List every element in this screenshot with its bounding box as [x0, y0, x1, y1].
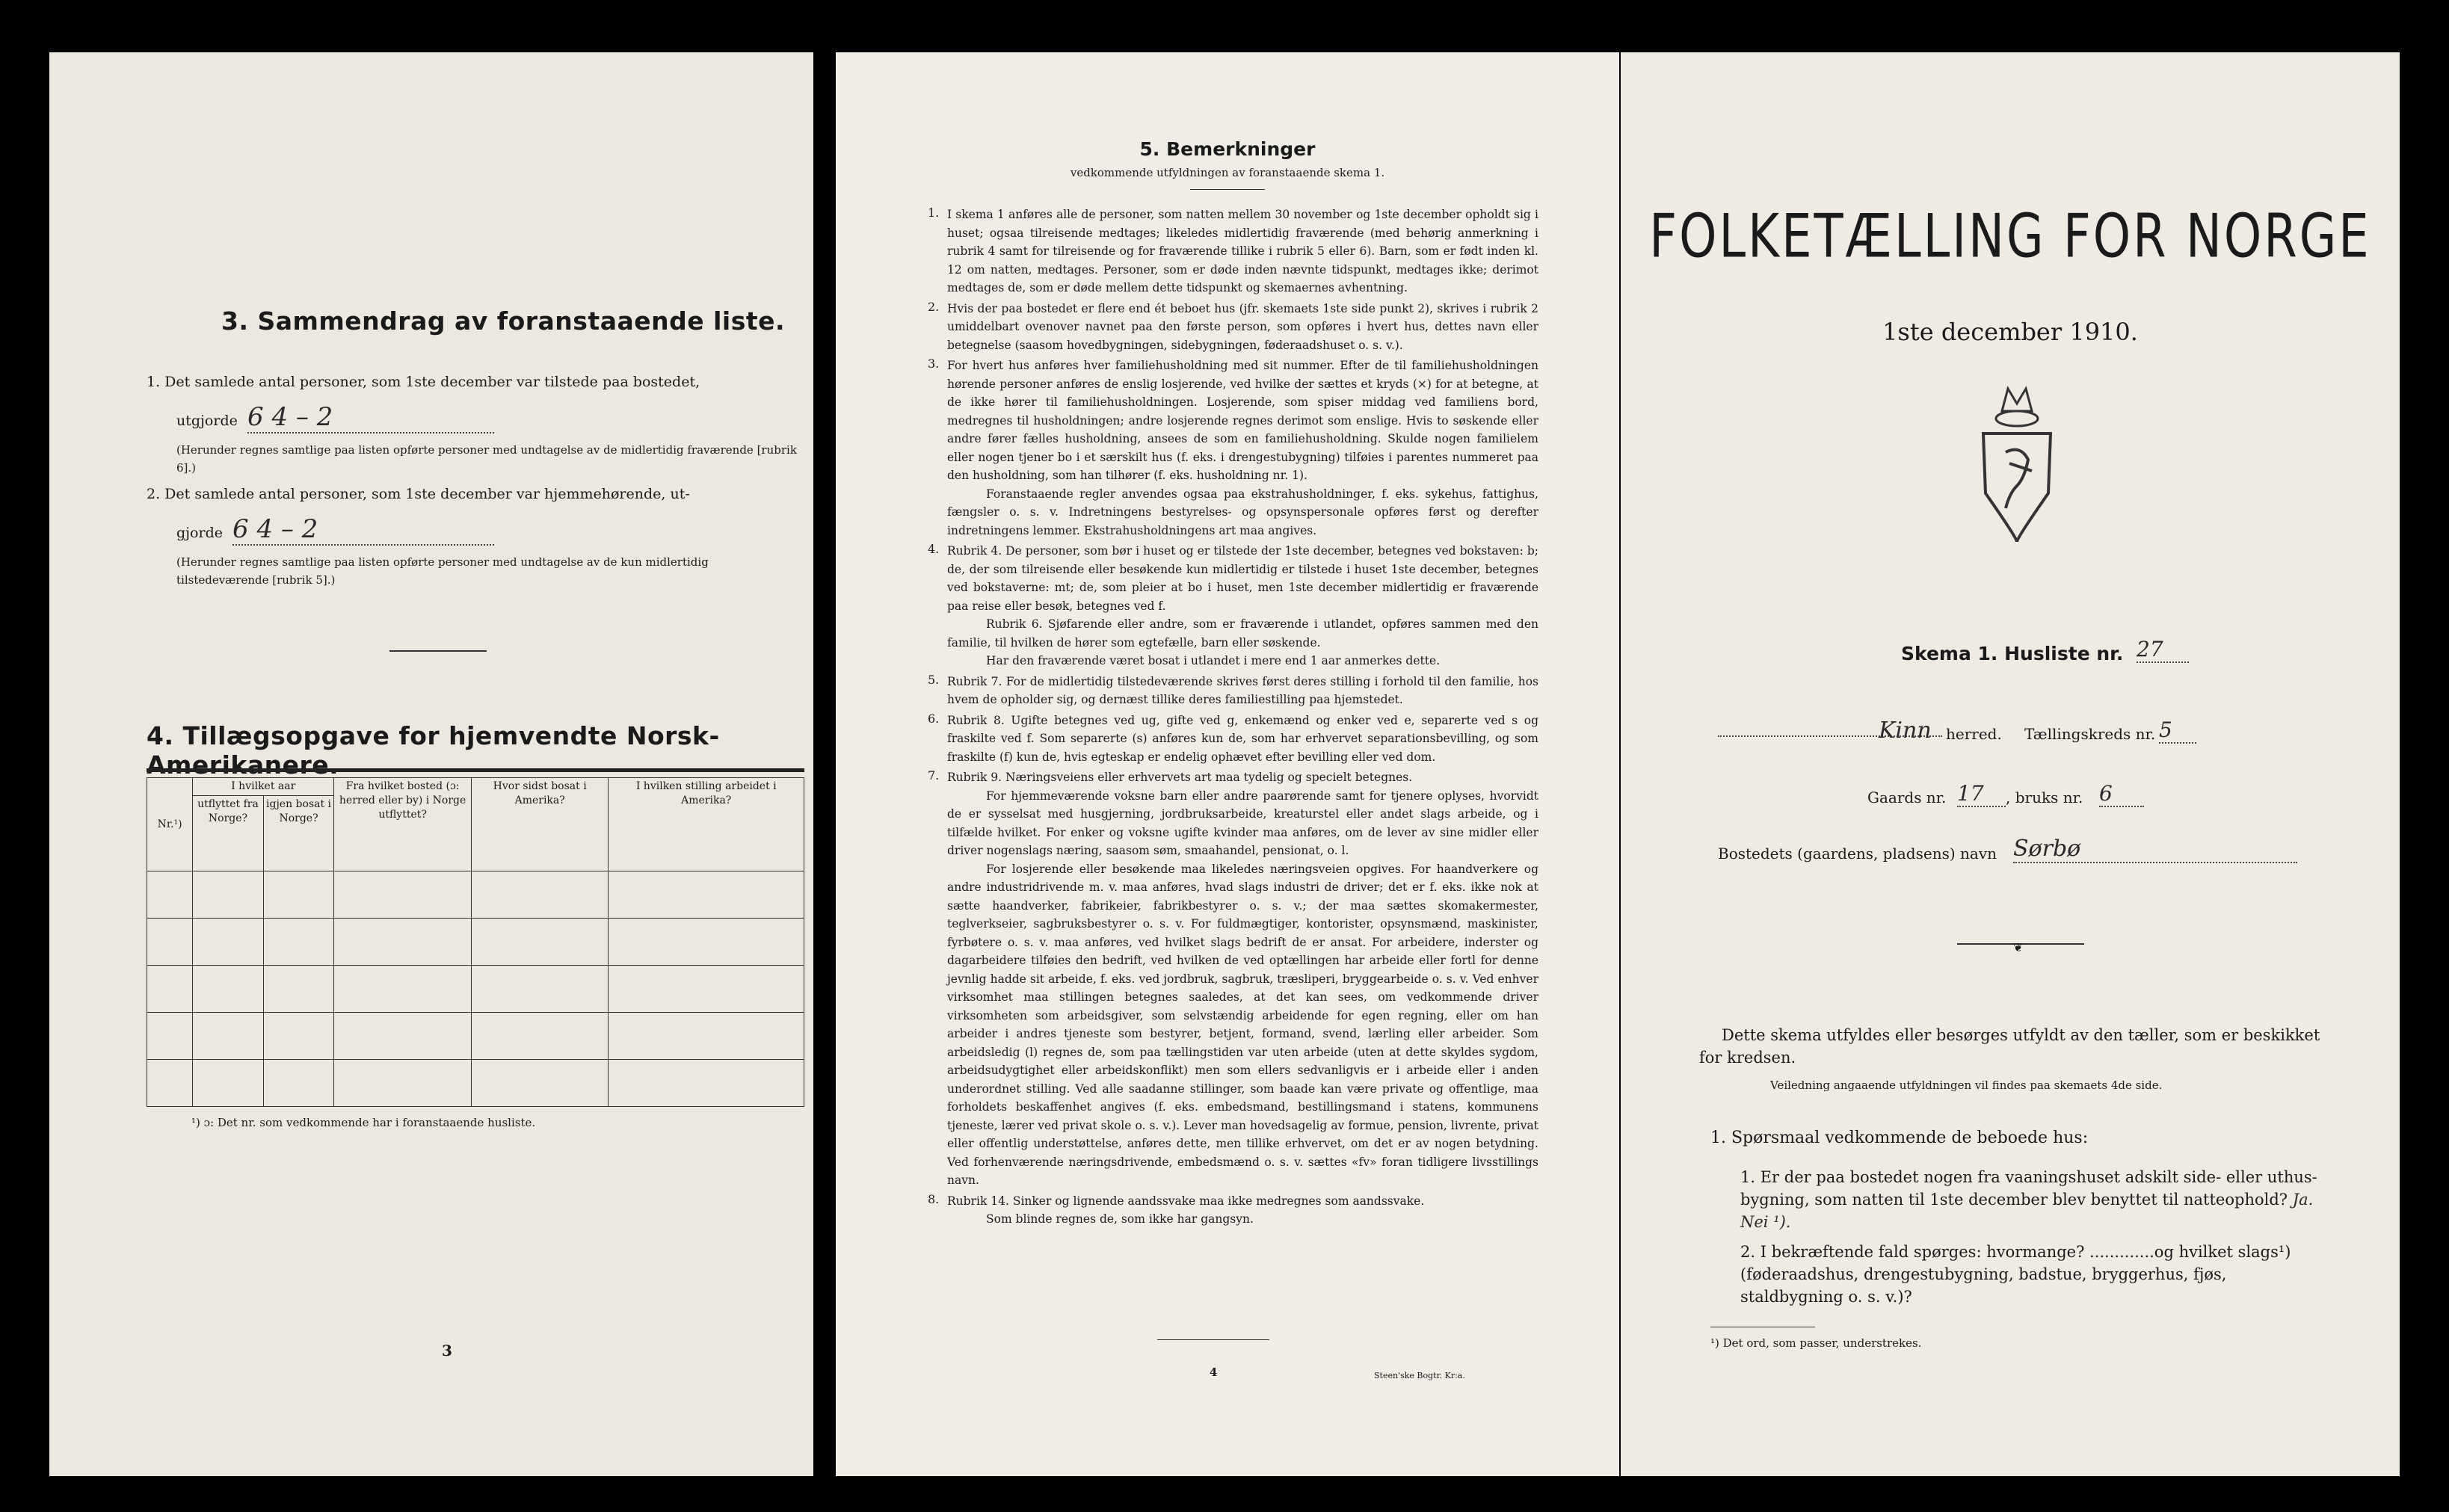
page-right: [1621, 52, 2400, 1476]
item-1-text: 1. Det samlede antal personer, som 1ste december var tilstede paa bostedet,: [147, 374, 700, 390]
gaards-value: 17: [1957, 781, 2006, 807]
remark-3: 3. For hvert hus anføres hver familiehusholdning med sit nummer. Efter de til familiehusholdningen hørende personer anføres de enslig losjerende, ved hvilke der sættes et kryds (×) for at betegne, at de ikke hører til familiehusholdningen. Losjerende, som spiser middag ved familiens bord, medregnes til husholdningen; andre losjerende regnes derimot som enslige. Hvis to søskende eller andre fører fælles husholdning, ansees de som en familiehusholdning. Skulde nogen familielem eller nogen tjener bo i et særskilt hus (f. eks. i drengestubygning) tilføies i parentes nummeret paa den husholdning, som han tilhører (f. eks. husholdning nr. 1). Foranstaaende regler anvendes ogsaa paa ekstrahusholdninger, f. eks. sykehus, fattighus, fængsler o. s. v. Indretningens bestyrelses- og opsynspersonale opføres først og derefter indretningens lemmer. Ekstrahusholdningens art maa angives.: [928, 357, 1538, 537]
item-2-value: 6 4 – 2: [232, 514, 494, 546]
section-4-title: 4. Tillægsopgave for hjemvendte Norsk-Amerikanere.: [147, 721, 720, 780]
kreds-value: 5: [2159, 718, 2196, 744]
page-number: 4: [1210, 1366, 1218, 1379]
census-date: 1ste december 1910.: [1882, 318, 2138, 346]
question-1: 1. Er der paa bostedet nogen fra vaaningshuset adskilt side- eller uthus-bygning, som natten til 1ste december blev benyttet til natteophold? Ja. Nei ¹).: [1740, 1168, 2317, 1231]
kreds-label: Tællingskreds nr.: [2024, 725, 2156, 743]
norsk-amerikanere-table: [147, 777, 804, 1107]
col-group-year: I hvilket aar: [193, 778, 334, 796]
table-row: [147, 1013, 804, 1060]
table-row: [147, 1060, 804, 1107]
item-2-note: (Herunder regnes samtlige paa listen opførte personer med undtagelse av de kun midlertidig tilstedeværende [rubrik 5].): [176, 555, 709, 587]
printer-mark: Steen'ske Bogtr. Kr:a.: [1374, 1371, 1465, 1380]
item-2-text: 2. Det samlede antal personer, som 1ste december var hjemmehørende, ut-: [147, 486, 690, 502]
bruks-value: 6: [2099, 781, 2144, 807]
table-row: [147, 966, 804, 1013]
husliste-nr: 27: [2137, 637, 2189, 663]
bruks-label: , bruks nr.: [2006, 789, 2083, 806]
remark-5: 5. Rubrik 7. For de midlertidig tilstedeværende skrives først deres stilling i forhold til den familie, hos hvem de opholder sig, og dernæst tillike deres familiestilling paa hjemstedet.: [928, 672, 1538, 706]
col-igjen: igjen bosat i Norge?: [263, 796, 334, 871]
intro-text: Dette skema utfyldes eller besørges utfyldt av den tæller, som er beskikket for kredsen.: [1699, 1026, 2320, 1067]
separator-line: [389, 650, 487, 652]
item-2-prefix: gjorde: [176, 525, 223, 541]
question-section-title: 1. Spørsmaal vedkommende de beboede hus:: [1710, 1129, 2089, 1147]
table-top-rule: [147, 768, 804, 772]
col-utflyttet: utflyttet fra Norge?: [193, 796, 264, 871]
item-1-prefix: utgjorde: [176, 413, 238, 429]
remark-1: 1. I skema 1 anføres alle de personer, som natten mellem 30 november og 1ste december opholdt sig i huset; ogsaa tilreisende medtages; likeledes midlertidig fraværende (med behørig anmerkning i rubrik 4 samt for tilreisende og for fraværende tillike i rubrik 5 eller 6). Barn, som er født inden kl. 12 om natten, medtages. Personer, som er døde inden nævnte tidspunkt, medtages ikke; derimot medtages de, som er døde mellem dette tidspunkt og skemaernes avhentning.: [928, 206, 1538, 294]
table-footnote: ¹) ɔ: Det nr. som vedkommende har i foranstaaende husliste.: [191, 1116, 536, 1129]
table-row: [147, 919, 804, 966]
remark-8: 8. Rubrik 14. Sinker og lignende aandssvake maa ikke medregnes som aandssvake. Som blinde regnes de, som ikke har gangsyn.: [928, 1191, 1425, 1226]
veiledning-text: Veiledning angaaende utfyldningen vil findes paa skemaets 4de side.: [1770, 1079, 2163, 1092]
table-row: [147, 871, 804, 919]
page-left: [49, 52, 813, 1476]
remark-6: 6. Rubrik 8. Ugifte betegnes ved ug, gifte ved g, enkemænd og enker ved e, separerte ved s og fraskilte ved f. Som separerte (s) anføres kun de, som har erhvervet separationsbevilling, og som fraskilte (f) kun de, hvis egteskap er endelig ophævet efter bevilling eller ved dom.: [928, 711, 1538, 764]
remark-2: 2. Hvis der paa bostedet er flere end ét beboet hus (jfr. skemaets 1ste side punkt 2), skrives i rubrik 2 umiddelbart ovenover navnet paa den første person, som opføres i hvert hus, dettes navn eller betegnelse (saasom hovedbygningen, sidebygningen, føderaadshuset o. s. v.).: [928, 299, 1538, 352]
bosted-value: Sørbø: [2013, 836, 2297, 863]
remark-7: 7. Rubrik 9. Næringsveiens eller erhvervets art maa tydelig og specielt betegnes. For hjemmeværende voksne barn eller andre paarørende samt for tjenere oplyses, hvorvidt de er sysselsat med husgjerning, jordbruksarbeide, kreaturstel eller andet slags arbeide, og i tilfælde hvilket. For enker og voksne ugifte kvinder maa anføres, om de lever av sine midler eller driver nogenslags næring, saasom søm, smaahandel, pensionat, o. l. For losjerende eller besøkende maa likeledes næringsveien opgives. For haandverkere og andre industridrivende m. v. maa anføres, hvad slags industri de driver; det er f. eks. ikke nok at sætte haandverker, fabrikeier, fabrikbestyrer o. s. v.; der maa sættes skomakermester, teglverkseier, sagbruksbestyrer o. s. v. For fuldmægtiger, kontorister, opsynsmænd, maskinister, fyrbøtere o. s. v. maa anføres, ved hvilket slags bedrift de er ansat. For arbeidere, inderster og dagarbeidere tilføies den bedrift, ved hvilken de ved optællingen har arbeide eller fortl for denne jevnlig hadde sit arbeide, f. eks. ved jordbruk, sagbruk, træsliperi, bryggearbeide o. s. v. Ved enhver virksomhet maa stillingen betegnes saaledes, at det kan sees, om vedkommende driver virksomheten som arbeidsgiver, som selvstændig arbeidende for egen regning, eller om han arbeider i andres tjeneste som bestyrer, betjent, formand, svend, lærling eller arbeider. Som arbeidsledig (l) regnes de, som paa tællingstiden var uten arbeide (uten at dette skyldes sygdom, arbeidsudygtighet eller arbeidskonflikt) men som ellers sedvanligvis er i arbeide eller i anden underordnet stilling. Ved alle saadanne stillinger, som baade kan være private og offentlige, maa forholdets beskaffenhet angives (f. eks. embedsmand, bestillingsmand i statens, kommunens tjeneste, lærer ved privat skole o. s. v.). Lever man hovedsagelig av formue, pension, livrente, privat eller offentlig understøttelse, anføres dette, men tillike erhvervet, om det er av nogen betydning. Ved forhenværende næringsdrivende, embedsmænd o. s. v. sættes «fv» foran tidligere livsstillings navn.: [928, 768, 1538, 1187]
remarks-title: 5. Bemerkninger: [1139, 138, 1316, 160]
col-nr: Nr.¹): [147, 778, 193, 871]
col-fra: Fra hvilket bosted (ɔ: herred eller by) i Norge utflyttet?: [334, 778, 472, 871]
item-1-note: (Herunder regnes samtlige paa listen opførte personer med undtagelse av de midlertidig fraværende [rubrik 6].): [176, 443, 797, 475]
ornament-icon: ❦: [2013, 940, 2024, 954]
col-hvor: Hvor sidst bosat i Amerika?: [471, 778, 609, 871]
remarks-subtitle: vedkommende utfyldningen av foranstaaende skema 1.: [1070, 166, 1385, 179]
census-title: FOLKETÆLLING FOR NORGE: [1649, 202, 2371, 272]
gaards-label: Gaards nr.: [1867, 789, 1947, 806]
coat-of-arms-icon: [1965, 381, 2069, 546]
footnote: ¹) Det ord, som passer, understrekes.: [1710, 1336, 1922, 1350]
title-rule: [1190, 189, 1265, 190]
section-3-title: 3. Sammendrag av foranstaaende liste.: [221, 306, 786, 336]
page-middle: [836, 52, 1619, 1476]
question-2: 2. I bekræftende fald spørges: hvormange? .............og hvilket slags¹) (føderaadshus, drengestubygning, badstue, bryggerhus, fjøs, staldbygning o. s. v.)?: [1740, 1243, 2291, 1306]
remark-4: 4. Rubrik 4. De personer, som bør i huset og er tilstede der 1ste december, betegnes ved bokstaven: b; de, der som tilreisende eller besøkende kun midlertidig er tilstede i huset 1ste december, betegnes ved bokstaverne: mt; de, som pleier at bo i huset, men 1ste december midlertidig er fraværende paa reise eller besøk, betegnes ved f. Rubrik 6. Sjøfarende eller andre, som er fraværende i utlandet, opføres sammen med den familie, til hvilken de hører som egtefælle, barn eller søskende. Har den fraværende været bosat i utlandet i mere end 1 aar anmerkes dette.: [928, 542, 1538, 667]
q1-answer: Ja. Nei ¹).: [1740, 1191, 2314, 1231]
page-number: 3: [442, 1342, 452, 1360]
bosted-label: Bostedets (gaardens, pladsens) navn: [1718, 845, 1997, 863]
herred-label: herred.: [1946, 725, 2002, 743]
item-1-value: 6 4 – 2: [247, 402, 494, 433]
end-rule: [1157, 1339, 1269, 1340]
col-stilling: I hvilken stilling arbeidet i Amerika?: [609, 778, 804, 871]
remarks-list: [922, 206, 1538, 1231]
herred-value: Kinn: [1879, 718, 1932, 744]
skema-label: Skema 1. Husliste nr.: [1901, 643, 2124, 664]
